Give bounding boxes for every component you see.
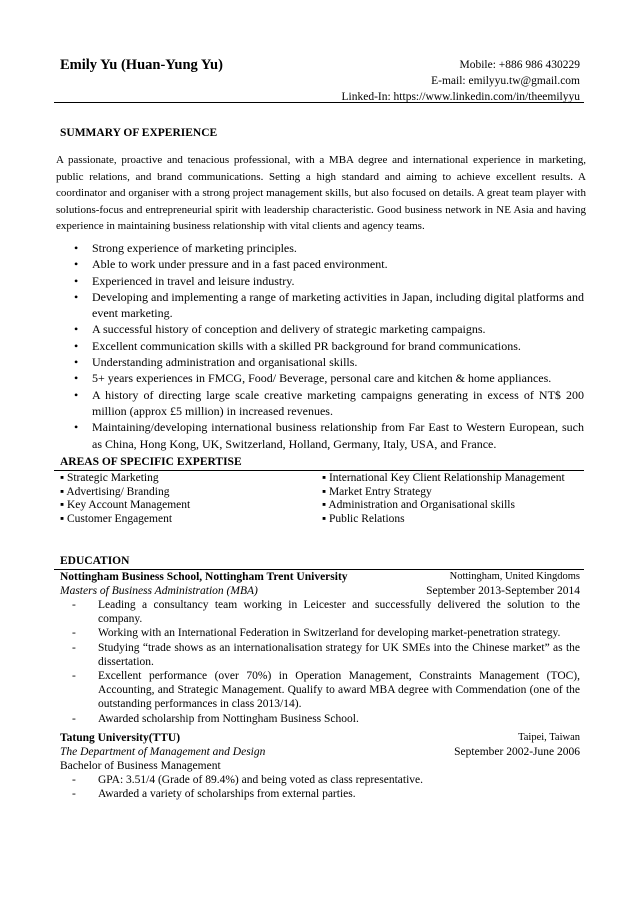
expertise-item: ▪ Customer Engagement xyxy=(60,512,173,525)
achievement-text: Awarded a variety of scholarships from external parties. xyxy=(98,788,356,801)
expertise-item: ▪ Key Account Management xyxy=(60,499,191,512)
email-address: E-mail: emilyyu.tw@gmail.com xyxy=(431,75,580,87)
school-ttu xyxy=(60,731,580,801)
achievement-text: Studying “trade shows as an internationalisation strategy for UK SMEs into the Chinese market” as the dissertation. xyxy=(98,641,580,668)
expertise-item: ▪ Advertising/ Branding xyxy=(60,485,170,498)
resume-header xyxy=(54,53,584,103)
summary-title: SUMMARY OF EXPERIENCE xyxy=(60,127,218,139)
list-item xyxy=(60,787,580,801)
bullet-icon: • xyxy=(74,241,79,255)
bullet-icon: • xyxy=(74,257,79,272)
expertise-item: ▪ Public Relations xyxy=(322,512,405,525)
achievement-list xyxy=(60,773,580,801)
resume-page xyxy=(54,53,586,801)
bullet-text: Strong experience of marketing principles. xyxy=(92,241,297,255)
dash-icon: - xyxy=(72,670,76,683)
school-location: Taipei, Taiwan xyxy=(518,732,580,743)
mobile-number: Mobile: +886 986 430229 xyxy=(459,59,580,71)
expertise-item: ▪ International Key Client Relationship Management xyxy=(322,472,565,484)
list-item xyxy=(54,370,584,386)
summary-paragraph: A passionate, proactive and tenacious professional, with a MBA degree and international experience in marketing, public relations, and brand communications. Setting a high standard and aiming to achieve excellent results. A coordinator and organiser with a strong project management skills, but also focused on details. A great team player with solutions-focus and entrepreneurial spirit with leadership characteristic. Good business network in NE Asia and having experience in maintaining business relationship with vital clients and agency teams. xyxy=(56,154,586,233)
expertise-right-column xyxy=(322,472,565,526)
list-item xyxy=(60,669,580,712)
school-header-row xyxy=(60,570,580,584)
list-item xyxy=(60,626,580,640)
dash-icon: - xyxy=(72,788,76,801)
bullet-icon: • xyxy=(74,338,79,353)
list-item xyxy=(54,289,584,322)
bullet-text: A successful history of conception and delivery of strategic marketing campaigns. xyxy=(92,322,486,337)
dash-icon: - xyxy=(72,712,76,725)
achievement-text: Working with an International Federation in Switzerland for developing market-penetration strategy. xyxy=(98,627,561,640)
bullet-icon: • xyxy=(74,322,79,337)
summary-bullet-list xyxy=(54,240,584,452)
school-name: Tatung University(TTU) xyxy=(60,732,181,744)
study-dates: September 2013-September 2014 xyxy=(426,585,580,597)
dash-icon: - xyxy=(72,599,76,611)
bullet-icon: • xyxy=(74,371,79,386)
list-item xyxy=(54,273,584,289)
bullet-text: Able to work under pressure and in a fast paced environment. xyxy=(92,257,388,272)
school-name: Nottingham Business School, Nottingham Trent University xyxy=(60,571,348,583)
bullet-text: Understanding administration and organisational skills. xyxy=(92,355,358,370)
bullet-icon: • xyxy=(74,420,79,435)
list-item xyxy=(54,256,584,272)
bullet-text: 5+ years experiences in FMCG, Food/ Beverage, personal care and kitchen & home appliances. xyxy=(92,371,552,386)
list-item xyxy=(54,354,584,370)
dash-icon: - xyxy=(72,641,76,654)
list-item xyxy=(54,338,584,354)
expertise-left-column xyxy=(60,472,190,526)
bullet-icon: • xyxy=(74,355,79,370)
list-item xyxy=(54,321,584,337)
expertise-item: ▪ Market Entry Strategy xyxy=(322,485,432,498)
list-item xyxy=(60,641,580,669)
list-item xyxy=(60,598,580,626)
expertise-item: ▪ Strategic Marketing xyxy=(60,472,159,484)
degree-name: Bachelor of Business Management xyxy=(60,760,221,772)
study-dates: September 2002-June 2006 xyxy=(454,746,580,758)
dash-icon: - xyxy=(72,627,76,640)
list-item xyxy=(54,240,584,256)
candidate-name: Emily Yu (Huan-Yung Yu) xyxy=(60,57,223,73)
contact-block xyxy=(342,57,581,105)
dash-icon: - xyxy=(72,774,76,786)
bullet-text: Experienced in travel and leisure industry. xyxy=(92,273,295,288)
list-item xyxy=(60,712,580,726)
school-ntu xyxy=(60,570,580,726)
bullet-icon: • xyxy=(74,273,79,288)
list-item xyxy=(54,387,584,420)
achievement-text: Leading a consultancy team working in Leicester and successfully delivered the solution to the company. xyxy=(98,599,580,626)
bullet-icon: • xyxy=(74,289,79,304)
bullet-text: Excellent communication skills with a skilled PR background for brand communications. xyxy=(92,338,521,353)
linkedin-url: Linked-In: https://www.linkedin.com/in/theemilyyu xyxy=(341,91,580,103)
achievement-text: GPA: 3.51/4 (Grade of 89.4%) and being voted as class representative. xyxy=(98,774,424,786)
bachelor-row xyxy=(60,759,580,773)
degree-row xyxy=(60,745,580,759)
expertise-title: AREAS OF SPECIFIC EXPERTISE xyxy=(60,456,242,468)
bullet-text: Maintaining/developing international business relationship from Far East to Western European, such as China, Hong Kong, UK, Switzerland, Holland, Germany, Italy, USA, and France. xyxy=(92,420,584,451)
achievement-list xyxy=(60,598,580,726)
bullet-text: A history of directing large scale creative marketing campaigns generating in excess of NT$ 200 million (approx £5 million) in increased revenues. xyxy=(92,387,584,418)
bullet-text: Developing and implementing a range of marketing activities in Japan, including digital platforms and event marketing. xyxy=(92,289,584,321)
education-title: EDUCATION xyxy=(60,555,130,567)
bullet-icon: • xyxy=(74,387,79,402)
expertise-item: ▪ Administration and Organisational skills xyxy=(322,499,515,512)
degree-name: Masters of Business Administration (MBA) xyxy=(60,585,258,597)
list-item xyxy=(54,419,584,452)
school-location: Nottingham, United Kingdoms xyxy=(449,571,580,582)
achievement-text: Awarded scholarship from Nottingham Business School. xyxy=(98,712,359,725)
achievement-text: Excellent performance (over 70%) in Operation Management, Constraints Management (TOC), Accounting, and Strategic Management. Qualify to award MBA degree with Commendation (one of the outstanding performances in class 2013/14). xyxy=(98,670,580,711)
department-name: The Department of Management and Design xyxy=(60,746,266,758)
header-divider xyxy=(54,102,584,103)
school-header-row xyxy=(60,731,580,745)
expertise-divider xyxy=(54,470,584,471)
degree-row xyxy=(60,584,580,598)
list-item xyxy=(60,773,580,787)
